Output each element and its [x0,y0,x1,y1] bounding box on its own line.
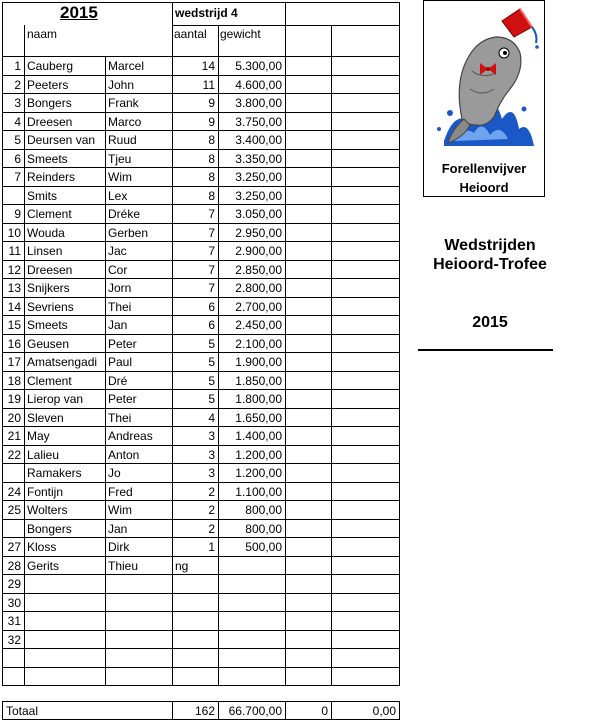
row-last-name: Clement [27,374,72,388]
row-count: 11 [202,78,215,92]
row-weight: 1.200,00 [235,448,282,462]
row-rank: 32 [7,633,21,647]
row-last-name: Deursen van [27,133,96,147]
col-header-count: aantal [174,27,207,41]
row-last-name: Linsen [27,244,63,258]
row-line [2,241,399,242]
row-line [2,334,399,335]
row-first-name: Dirk [108,540,130,554]
row-rank: 21 [7,429,21,443]
row-rank: 22 [7,448,21,462]
row-line [2,149,399,150]
row-count: 5 [208,392,215,406]
row-line [2,611,399,612]
row-first-name: Ruud [108,133,137,147]
row-rank: 17 [7,355,21,369]
totals-col-line [2,701,3,720]
side-divider [418,349,553,351]
row-weight: 3.800,00 [235,96,282,110]
row-first-name: Marcel [108,59,145,73]
row-line [2,537,399,538]
row-rank: 25 [7,503,21,517]
row-count: 7 [208,226,215,240]
row-count: ng [175,559,189,573]
fish-with-bucket-icon [424,1,544,161]
row-rank: 9 [14,207,21,221]
row-count: 3 [208,429,215,443]
row-count: 6 [208,318,215,332]
row-line [2,593,399,594]
row-line [2,223,399,224]
row-rank: 31 [7,614,21,628]
row-first-name: Thieu [108,559,139,573]
row-last-name: Snijkers [27,281,70,295]
col-line [285,2,286,686]
row-weight: 2.100,00 [235,337,282,351]
row-weight: 5.300,00 [235,59,282,73]
totals-label: Totaal [6,704,39,718]
row-last-name: May [27,429,50,443]
row-count: 5 [208,374,215,388]
row-line [2,315,399,316]
row-count: 7 [208,207,215,221]
row-weight: 4.600,00 [235,78,282,92]
row-weight: 3.350,00 [235,152,282,166]
row-first-name: Jorn [108,281,132,295]
row-count: 8 [208,189,215,203]
row-count: 14 [201,59,215,73]
row-first-name: Lex [108,189,128,203]
row-line [2,167,399,168]
row-count: 3 [208,466,215,480]
row-rank: 20 [7,411,21,425]
row-first-name: Jan [108,318,128,332]
row-line [2,667,399,668]
row-first-name: Andreas [108,429,153,443]
row-last-name: Geusen [27,337,70,351]
row-weight: 2.800,00 [235,281,282,295]
row-last-name: Wolters [27,503,68,517]
row-last-name: Gerits [27,559,60,573]
row-count: 7 [208,263,215,277]
row-line [2,408,399,409]
row-line [2,519,399,520]
row-first-name: John [108,78,135,92]
row-first-name: Tjeu [108,152,132,166]
row-rank: 19 [7,392,21,406]
row-count: 8 [208,152,215,166]
row-weight: 1.800,00 [235,392,282,406]
col-header-name: naam [27,27,58,41]
row-rank: 15 [7,318,21,332]
row-line [2,556,399,557]
row-rank: 5 [14,133,21,147]
row-line [2,297,399,298]
row-last-name: Cauberg [27,59,74,73]
row-count: 8 [208,133,215,147]
logo [423,0,545,197]
row-line [2,75,399,76]
row-weight: 500,00 [245,540,282,554]
row-count: 7 [208,244,215,258]
row-rank: 11 [8,244,21,258]
row-count: 2 [208,503,215,517]
totals-top [2,701,399,702]
row-weight: 2.900,00 [235,244,282,258]
row-weight: 2.700,00 [235,300,282,314]
row-last-name: Peeters [27,78,69,92]
row-weight: 1.100,00 [235,485,282,499]
row-last-name: Lalieu [27,448,60,462]
row-line [2,685,399,686]
row-first-name: Wim [108,170,132,184]
row-line [2,204,399,205]
row-line [2,463,399,464]
row-weight: 2.450,00 [235,318,282,332]
row-first-name: Cor [108,263,128,277]
row-line [2,574,399,575]
row-line [2,260,399,261]
row-weight: 3.250,00 [235,170,282,184]
row-last-name: Bongers [27,96,72,110]
row-first-name: Thei [108,411,132,425]
row-line [2,482,399,483]
col-header-weight: gewicht [220,27,261,41]
row-first-name: Marco [108,115,142,129]
row-weight: 800,00 [245,503,282,517]
row-weight: 1.200,00 [235,466,282,480]
row-first-name: Gerben [108,226,149,240]
row-line [2,93,399,94]
logo-line1: Forellenvijver [441,161,527,176]
row-last-name: Dreesen [27,115,73,129]
col-line [331,25,332,686]
row-count: 7 [208,281,215,295]
totals-count: 162 [194,704,215,718]
body-top-border [2,56,399,57]
side-year: 2015 [472,314,508,331]
row-first-name: Dréke [108,207,141,221]
row-count: 5 [208,337,215,351]
totals-extra-1: 0 [321,704,328,718]
row-line [2,426,399,427]
row-rank: 1 [14,59,21,73]
row-weight: 1.900,00 [235,355,282,369]
row-last-name: Dreesen [27,263,73,277]
row-count: 8 [208,170,215,184]
row-first-name: Frank [108,96,139,110]
row-rank: 4 [14,115,21,129]
table-top-border [2,2,399,3]
row-last-name: Amatsengadi [27,355,98,369]
row-line [2,186,399,187]
competition-label: wedstrijd 4 [175,6,238,20]
row-rank: 7 [14,170,21,184]
row-line [2,648,399,649]
row-last-name: Ramakers [27,466,82,480]
col-line [105,56,106,686]
row-rank: 30 [7,596,21,610]
row-rank: 27 [7,540,21,554]
row-first-name: Jan [108,522,128,536]
side-title-1: Wedstrijden [444,237,536,254]
row-line [2,371,399,372]
row-line [2,352,399,353]
row-rank: 13 [7,281,21,295]
row-weight: 3.400,00 [235,133,282,147]
row-line [2,445,399,446]
row-count: 1 [208,540,215,554]
row-weight: 1.400,00 [235,429,282,443]
row-count: 2 [208,485,215,499]
row-line [2,389,399,390]
row-last-name: Fontijn [27,485,64,499]
row-weight: 3.750,00 [235,115,282,129]
row-count: 3 [208,448,215,462]
row-first-name: Peter [108,392,137,406]
row-line [2,500,399,501]
row-rank: 18 [7,374,21,388]
totals-bottom [2,719,399,720]
row-count: 5 [208,355,215,369]
row-first-name: Jac [108,244,127,258]
row-line [2,630,399,631]
row-last-name: Smits [27,189,57,203]
row-first-name: Peter [108,337,137,351]
row-first-name: Thei [108,300,132,314]
row-first-name: Anton [108,448,140,462]
row-first-name: Jo [108,466,121,480]
row-first-name: Wim [108,503,132,517]
row-first-name: Paul [108,355,133,369]
row-rank: 12 [7,263,21,277]
row-line [2,278,399,279]
row-weight: 3.250,00 [235,189,282,203]
row-last-name: Wouda [27,226,65,240]
row-rank: 14 [7,300,21,314]
row-rank: 29 [7,577,21,591]
row-rank: 10 [7,226,21,240]
row-last-name: Lierop van [27,392,84,406]
row-first-name: Dré [108,374,128,388]
row-rank: 2 [14,78,21,92]
row-last-name: Sevriens [27,300,74,314]
row-rank: 3 [14,96,21,110]
row-rank: 16 [7,337,21,351]
row-last-name: Smeets [27,318,68,332]
row-rank: 6 [14,152,21,166]
row-last-name: Clement [27,207,72,221]
row-weight: 1.850,00 [235,374,282,388]
col-line [399,2,400,686]
row-weight: 2.950,00 [235,226,282,240]
row-count: 2 [208,522,215,536]
row-count: 6 [208,300,215,314]
row-weight: 1.650,00 [235,411,282,425]
totals-col-line [399,701,400,720]
row-count: 4 [208,411,215,425]
row-weight: 2.850,00 [235,263,282,277]
row-count: 9 [208,115,215,129]
row-last-name: Sleven [27,411,64,425]
totals-weight: 66.700,00 [228,704,282,718]
row-last-name: Kloss [27,540,57,554]
row-last-name: Reinders [27,170,76,184]
header-year: 2015 [60,3,98,22]
col-line [24,25,25,686]
row-last-name: Smeets [27,152,68,166]
row-weight: 800,00 [245,522,282,536]
row-first-name: Fred [108,485,133,499]
totals-extra-2: 0,00 [372,704,396,718]
row-count: 9 [208,96,215,110]
row-rank: 28 [7,559,21,573]
row-last-name: Bongers [27,522,72,536]
row-weight: 3.050,00 [235,207,282,221]
row-line [2,130,399,131]
side-title-2: Heioord-Trofee [433,256,547,273]
row-rank: 24 [7,485,21,499]
row-line [2,112,399,113]
logo-line2: Heioord [459,180,509,195]
